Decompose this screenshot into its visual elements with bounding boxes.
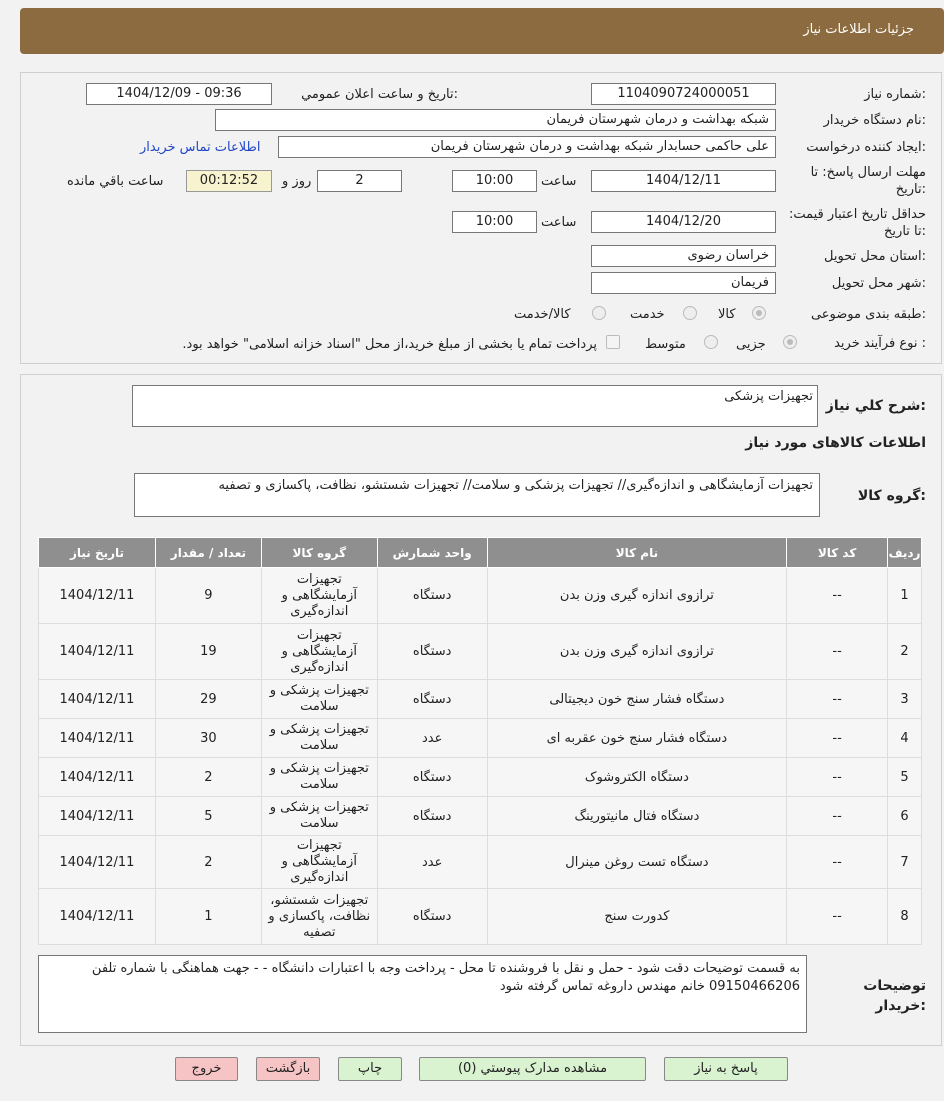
col-header-group: گروه کالا [261,538,377,568]
items-table-wrap [38,537,922,945]
cell-group: تجهیزات آزمایشگاهی و اندازه‌گیری [261,624,377,680]
buyer-contact-link[interactable]: اطلاعات تماس خریدار [140,140,261,155]
cell-row-number: 8 [888,889,922,945]
cell-name: ترازوی اندازه گیری وزن بدن [487,568,787,624]
buyer-label: نام دستگاه خريدار: [823,113,926,128]
days-label: روز و [282,174,312,189]
deadline-date-field: 1404/12/11 [591,170,776,192]
cell-group: تجهیزات پزشکی و سلامت [261,758,377,797]
cell-quantity: 1 [155,889,261,945]
cell-date: 1404/12/11 [39,680,156,719]
cell-group: تجهیزات آزمایشگاهی و اندازه‌گیری [261,836,377,889]
col-header-unit: واحد شمارش [377,538,487,568]
cell-date: 1404/12/11 [39,797,156,836]
cell-group: تجهیزات پزشکی و سلامت [261,797,377,836]
table-row [39,797,922,836]
requester-field: علی حاکمی حسابدار شبکه بهداشت و درمان شهرستان فریمان [278,136,776,158]
cell-code: -- [787,758,888,797]
cell-unit: دستگاه [377,889,487,945]
table-row [39,719,922,758]
summary-field: تجهیزات پزشکی [132,385,818,427]
category-goods-radio[interactable] [752,306,766,320]
col-header-name: نام کالا [487,538,787,568]
cell-quantity: 2 [155,836,261,889]
items-table-body [39,568,922,945]
table-row [39,568,922,624]
payment-note: پرداخت تمام یا بخشی از مبلغ خرید،از محل "اسناد خزانه اسلامی" خواهد بود. [182,337,597,352]
treasury-checkbox[interactable] [606,335,620,349]
deadline-label: مهلت ارسال پاسخ: تا تاریخ: [810,165,926,197]
cell-name: ترازوی اندازه گیری وزن بدن [487,624,787,680]
cell-unit: دستگاه [377,624,487,680]
validity-time-field: 10:00 [452,211,537,233]
category-both-label: کالا/خدمت [514,307,571,322]
cell-row-number: 2 [888,624,922,680]
print-button[interactable]: چاپ [338,1057,402,1081]
cell-date: 1404/12/11 [39,836,156,889]
cell-quantity: 5 [155,797,261,836]
cell-row-number: 6 [888,797,922,836]
col-header-date: تاریخ نیاز [39,538,156,568]
province-label: استان محل تحویل: [824,249,926,264]
city-field: فریمان [591,272,776,294]
items-table [38,537,922,945]
category-both-radio[interactable] [592,306,606,320]
cell-unit: دستگاه [377,797,487,836]
category-goods-label: کالا [718,307,736,322]
cell-group: تجهیزات پزشکی و سلامت [261,680,377,719]
col-header-row-number: ردیف [888,538,922,568]
cell-name: دستگاه فشار سنج خون عقربه ای [487,719,787,758]
announce-field: 1404/12/09 - 09:36 [86,83,272,105]
countdown-timer: 00:12:52 [186,170,272,192]
process-minor-radio[interactable] [783,335,797,349]
cell-quantity: 19 [155,624,261,680]
process-medium-label: متوسط [645,337,686,352]
cell-date: 1404/12/11 [39,624,156,680]
city-label: شهر محل تحویل: [831,276,926,291]
cell-quantity: 9 [155,568,261,624]
table-row [39,624,922,680]
cell-row-number: 7 [888,836,922,889]
cell-name: دستگاه فتال مانیتورینگ [487,797,787,836]
col-header-quantity: تعداد / مقدار [155,538,261,568]
group-field: تجهیزات آزمایشگاهی و اندازه‌گیری// تجهیزات پزشکی و سلامت// تجهیزات شستشو، نظافت، پاکسازی و تصفیه [134,473,820,517]
days-field: 2 [317,170,402,192]
cell-date: 1404/12/11 [39,568,156,624]
buyer-notes-label: توضیحات خریدار: [863,978,926,1014]
cell-name: دستگاه فشار سنج خون دیجیتالی [487,680,787,719]
cell-date: 1404/12/11 [39,889,156,945]
cell-code: -- [787,680,888,719]
page-title: جزئیات اطلاعات نیاز [803,22,914,37]
province-field: خراسان رضوی [591,245,776,267]
buyer-notes-field: به قسمت توضیحات دقت شود - حمل و نقل با فروشنده تا محل - پرداخت وجه با اعتبارات دانشگاه - - جهت هماهنگی با شماره تلفن 09150466206 خانم مهندس داروغه تماس گرفته شود [38,955,807,1033]
table-row [39,680,922,719]
cell-code: -- [787,568,888,624]
category-label: طبقه بندی موضوعی: [810,307,926,322]
cell-code: -- [787,624,888,680]
process-medium-radio[interactable] [704,335,718,349]
cell-code: -- [787,889,888,945]
category-service-radio[interactable] [683,306,697,320]
category-service-label: خدمت [630,307,665,322]
remaining-label: ساعت باقي مانده [67,174,164,189]
cell-row-number: 5 [888,758,922,797]
exit-button[interactable]: خروج [175,1057,238,1081]
items-title: اطلاعات کالاهای مورد نياز [745,435,926,451]
deadline-time-label: ساعت [541,174,577,189]
cell-group: تجهیزات شستشو، نظافت، پاکسازی و تصفیه [261,889,377,945]
cell-quantity: 2 [155,758,261,797]
cell-quantity: 29 [155,680,261,719]
reply-button[interactable]: پاسخ به نیاز [664,1057,788,1081]
cell-unit: عدد [377,836,487,889]
group-label: گروه کالا: [857,488,926,504]
view-attachments-button[interactable]: مشاهده مدارک پیوستي (0) [419,1057,646,1081]
col-header-code: کد کالا [787,538,888,568]
cell-quantity: 30 [155,719,261,758]
cell-row-number: 4 [888,719,922,758]
buyer-field: شبکه بهداشت و درمان شهرستان فریمان [215,109,776,131]
need-number-label: شماره نیاز: [864,87,926,102]
page-header [20,8,944,54]
cell-date: 1404/12/11 [39,758,156,797]
cell-row-number: 3 [888,680,922,719]
need-number-field: 1104090724000051 [591,83,776,105]
validity-date-field: 1404/12/20 [591,211,776,233]
cell-code: -- [787,797,888,836]
validity-time-label: ساعت [541,215,577,230]
validity-label: حداقل تاریخ اعتبار قیمت: تا تاریخ: [788,207,926,239]
table-row [39,836,922,889]
cell-name: کدورت سنج [487,889,787,945]
table-row [39,889,922,945]
cell-unit: دستگاه [377,568,487,624]
announce-label: تاریخ و ساعت اعلان عمومي: [301,87,458,102]
cell-code: -- [787,836,888,889]
cell-unit: دستگاه [377,758,487,797]
cell-name: دستگاه الکتروشوک [487,758,787,797]
table-header-row [39,538,922,568]
requester-label: ایجاد کننده درخواست: [806,140,926,155]
cell-date: 1404/12/11 [39,719,156,758]
cell-unit: عدد [377,719,487,758]
cell-group: تجهیزات پزشکی و سلامت [261,719,377,758]
cell-group: تجهیزات آزمایشگاهی و اندازه‌گیری [261,568,377,624]
process-minor-label: جزیی [736,337,766,352]
cell-code: -- [787,719,888,758]
back-button[interactable]: بازگشت [256,1057,320,1081]
deadline-time-field: 10:00 [452,170,537,192]
process-label: نوع فرآیند خرید : [834,336,926,351]
table-row [39,758,922,797]
cell-unit: دستگاه [377,680,487,719]
cell-row-number: 1 [888,568,922,624]
cell-name: دستگاه تست روغن مینرال [487,836,787,889]
summary-label: شرح کلي نياز: [825,398,926,414]
